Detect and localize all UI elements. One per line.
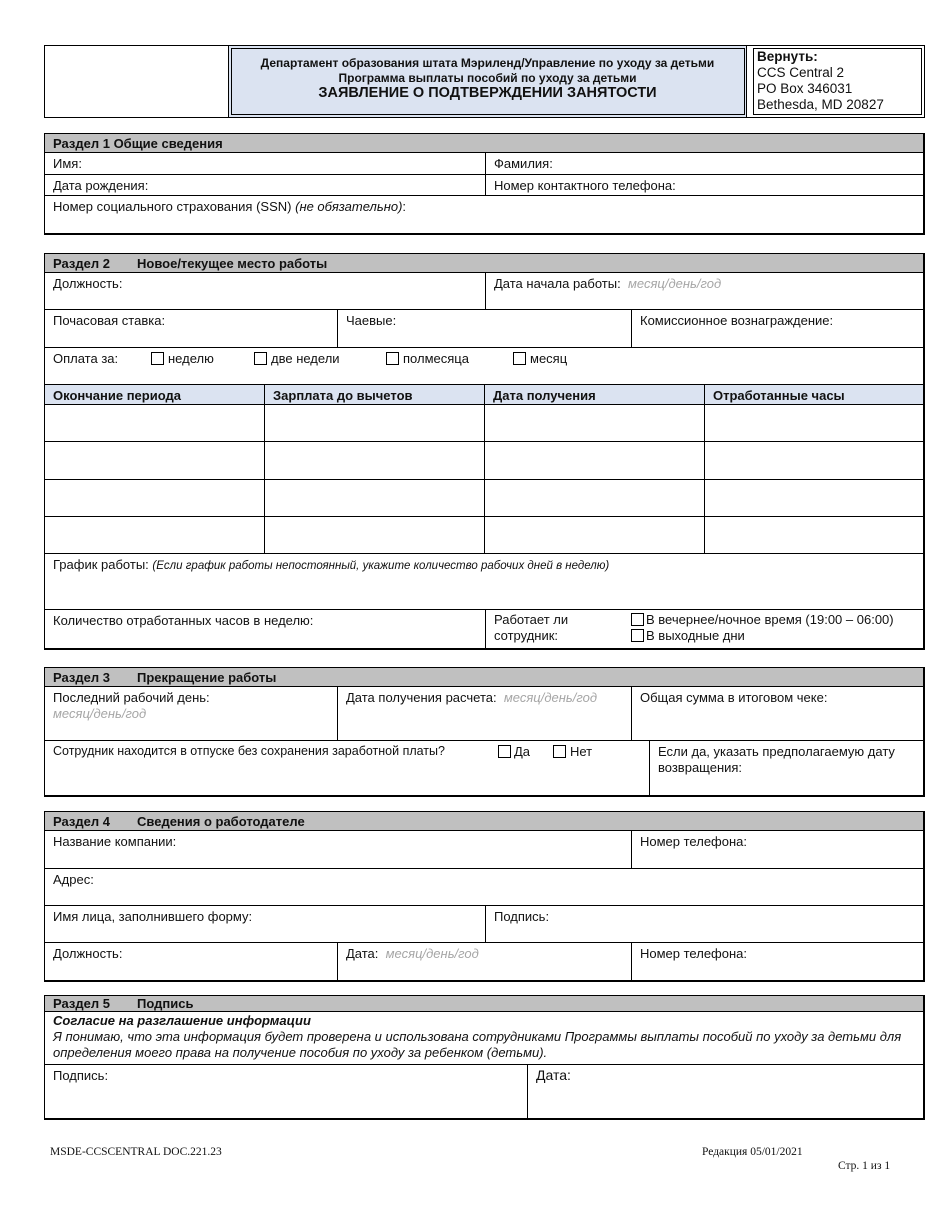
applicant-signature-field[interactable]: Подпись: [45, 1065, 528, 1118]
section-5-title: Раздел 5 Подпись [45, 996, 923, 1012]
table-cell[interactable] [45, 517, 265, 553]
consent-block [45, 1012, 923, 1065]
first-name-field[interactable]: Имя: [45, 153, 486, 174]
employer-date-field[interactable]: Дата: месяц/день/год [338, 943, 632, 980]
table-cell[interactable] [705, 517, 923, 553]
checkbox[interactable] [386, 352, 399, 365]
section-5 [44, 995, 925, 1120]
checkbox[interactable] [151, 352, 164, 365]
consent-title: Согласие на разглашение информации [53, 1013, 311, 1028]
table-cell[interactable] [265, 405, 485, 441]
pay-option-semimonthly[interactable]: полмесяца [386, 351, 469, 366]
unpaid-leave-row: Сотрудник находится в отпуске без сохранения заработной платы? Да Нет [45, 741, 650, 795]
return-label: Вернуть: [757, 49, 818, 64]
section-3 [44, 667, 925, 797]
table-cell[interactable] [45, 442, 265, 479]
col-pay-date: Дата получения [485, 385, 705, 404]
department-line: Департамент образования штата Мэриленд/Управление по уходу за детьми [260, 56, 715, 70]
section-4 [44, 811, 925, 982]
hourly-rate-field[interactable]: Почасовая ставка: [45, 310, 338, 347]
position-field[interactable]: Должность: [45, 273, 486, 309]
pay-option-biweekly[interactable]: две недели [254, 351, 340, 366]
pay-table-header [45, 385, 923, 405]
col-hours-worked: Отработанные часы [713, 388, 845, 403]
company-phone-field[interactable]: Номер телефона: [640, 834, 747, 849]
table-cell[interactable] [45, 405, 265, 441]
table-cell[interactable] [705, 442, 923, 479]
weekly-hours-field[interactable]: Количество отработанных часов в неделю: [45, 610, 486, 648]
table-cell[interactable] [265, 442, 485, 479]
dob-field[interactable]: Дата рождения: [45, 175, 486, 195]
checkbox[interactable] [254, 352, 267, 365]
table-cell[interactable] [265, 480, 485, 516]
form-title: ЗАЯВЛЕНИЕ О ПОДТВЕРЖДЕНИИ ЗАНЯТОСТИ [318, 85, 657, 101]
start-date-field[interactable]: Дата начала работы: месяц/день/год [494, 276, 722, 291]
work-schedule-field[interactable]: График работы: (Если график работы непостоянный, укажите количество рабочих дней в неделю) [53, 557, 610, 572]
filler-position-field[interactable]: Должность: [45, 943, 338, 980]
leave-no-option[interactable]: Нет [553, 744, 592, 759]
table-row [45, 480, 923, 517]
section-1-title: Раздел 1 Общие сведения [45, 134, 923, 153]
table-cell[interactable] [485, 517, 705, 553]
section-2-title: Раздел 2 Новое/текущее место работы [45, 254, 923, 273]
section-2 [44, 253, 925, 650]
filler-name-field[interactable]: Имя лица, заполнившего форму: [45, 906, 486, 942]
page-number: Стр. 1 из 1 [838, 1160, 891, 1172]
table-cell[interactable] [485, 480, 705, 516]
checkbox[interactable] [631, 613, 644, 626]
last-workday-field[interactable]: Последний рабочий день: месяц/день/год [45, 687, 338, 740]
last-name-field[interactable]: Фамилия: [494, 156, 553, 171]
leave-yes-option[interactable]: Да [498, 744, 530, 759]
company-name-field[interactable]: Название компании: [45, 831, 632, 868]
pay-option-week[interactable]: неделю [151, 351, 214, 366]
contact-phone-field[interactable]: Номер контактного телефона: [494, 178, 676, 193]
return-line: CCS Central 2 [757, 65, 845, 80]
logo-area [45, 46, 229, 117]
col-gross-pay: Зарплата до вычетов [265, 385, 485, 404]
return-date-field[interactable]: Если да, указать предполагаемую дату возвращения: [658, 744, 895, 775]
evening-option[interactable]: В вечернее/ночное время (19:00 – 06:00) [631, 612, 894, 628]
form-header [44, 45, 925, 118]
weekend-option[interactable]: В выходные дни [631, 628, 894, 644]
table-row [45, 517, 923, 554]
section-3-title: Раздел 3 Прекращение работы [45, 668, 923, 687]
employer-signature-field[interactable]: Подпись: [494, 909, 550, 924]
table-cell[interactable] [485, 442, 705, 479]
program-line: Программа выплаты пособий по уходу за детьми [338, 71, 637, 85]
table-cell[interactable] [45, 480, 265, 516]
checkbox[interactable] [631, 629, 644, 642]
tips-field[interactable]: Чаевые: [338, 310, 632, 347]
table-row [45, 405, 923, 442]
consent-text: Я понимаю, что эта информация будет проверена и использована сотрудниками Программы выплаты пособий по уходу за детьми для определения моего права на получение пособия по уходу за ребенком (детьми). [53, 1029, 902, 1060]
section-1 [44, 133, 925, 235]
table-cell[interactable] [705, 405, 923, 441]
applicant-date-field[interactable]: Дата: [536, 1067, 571, 1083]
checkbox[interactable] [513, 352, 526, 365]
table-cell[interactable] [485, 405, 705, 441]
final-pay-date-field[interactable]: Дата получения расчета: месяц/день/год [338, 687, 632, 740]
return-line: PO Box 346031 [757, 81, 853, 96]
table-cell[interactable] [265, 517, 485, 553]
return-line: Bethesda, MD 20827 [757, 97, 884, 112]
table-row [45, 442, 923, 480]
doc-id: MSDE-CCSCENTRAL DOC.221.23 [50, 1146, 222, 1158]
return-address [751, 46, 924, 117]
ssn-field[interactable]: Номер социального страхования (SSN) (не обязательно): [53, 199, 407, 214]
checkbox[interactable] [498, 745, 511, 758]
col-period-end: Окончание периода [45, 385, 265, 404]
pay-frequency-row: Оплата за: неделю две недели полмесяца месяц [53, 351, 568, 366]
final-amount-field[interactable]: Общая сумма в итоговом чеке: [640, 690, 828, 705]
work-time-row: Работает ли сотрудник: В вечернее/ночное время (19:00 – 06:00) В выходные дни [494, 612, 894, 643]
revision-date: Редакция 05/01/2021 [702, 1146, 803, 1158]
section-4-title: Раздел 4 Сведения о работодателе [45, 812, 923, 831]
filler-phone-field[interactable]: Номер телефона: [640, 946, 747, 961]
checkbox[interactable] [553, 745, 566, 758]
commission-field[interactable]: Комиссионное вознаграждение: [640, 313, 834, 328]
table-cell[interactable] [705, 480, 923, 516]
address-field[interactable]: Адрес: [53, 872, 94, 887]
pay-option-monthly[interactable]: месяц [513, 351, 567, 366]
header-title-block [229, 46, 747, 117]
